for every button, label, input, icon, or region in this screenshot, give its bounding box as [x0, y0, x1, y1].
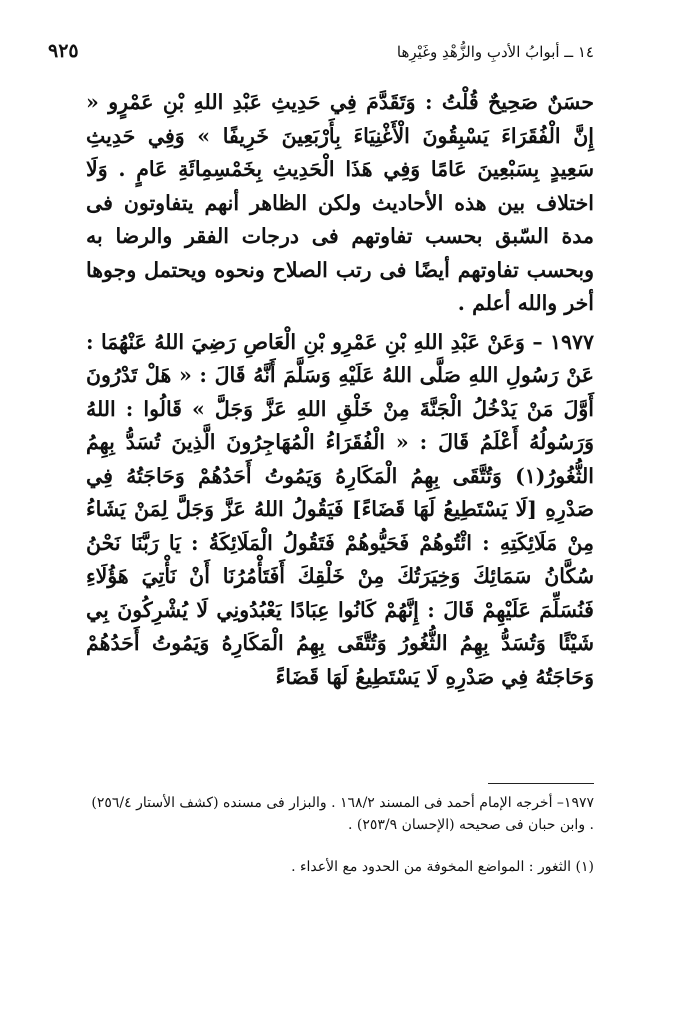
footnote-1: (١) الثغور : المواضع المخوفة من الحدود مع الأعداء .	[291, 859, 594, 875]
page-header	[48, 40, 594, 62]
running-title: ١٤ ــ أبوابُ الأدبِ والزُّهْدِ وغَيْرِها	[396, 43, 594, 61]
footnote-separator	[488, 783, 594, 784]
hadith-text: – وَعَنْ عَبْدِ اللهِ بْنِ عَمْرِو بْنِ الْعَاصِ رَضِيَ اللهُ عَنْهُمَا : عَنْ رَسُولِ اللهِ صَلَّى اللهُ عَلَيْهِ وَسَلَّمَ أَنَّهُ قَالَ : « هَلْ تَدْرُونَ أَوَّلَ مَنْ يَدْخُلُ الْجَنَّةَ مِنْ خَلْقِ اللهِ عَزَّ وَجَلَّ » قَالُوا : اللهُ وَرَسُولُهُ أَعْلَمُ قَالَ : « الْفُقَرَاءُ الْمُهَاجِرُونَ الَّذِينَ تُسَدُّ بِهِمُ الثُّغُورُ(١) وَتُتَّقَى بِهِمُ الْمَكَارِهُ وَيَمُوتُ أَحَدُهُمْ وَحَاجَتُهُ فِي صَدْرِهِ [لَا يَسْتَطِيعُ لَهَا قَضَاءً] فَيَقُولُ اللهُ عَزَّ وَجَلَّ لِمَنْ يَشَاءُ مِنْ مَلَائِكَتِهِ : ائْتُوهُمْ فَحَيُّوهُمْ فَتَقُولُ الْمَلَائِكَةُ : يَا رَبَّنَا نَحْنُ سُكَّانُ سَمَائِكَ وَخِيَرَتُكَ مِنْ خَلْقِكَ أَفَتَأْمُرُنَا أَنْ نَأْتِيَ هَؤُلَاءِ فَنُسَلِّمَ عَلَيْهِمْ قَالَ : إِنَّهُمْ كَانُوا عِبَادًا يَعْبُدُونِي لَا يُشْرِكُونَ بِي شَيْئًا وَتُسَدُّ بِهِمُ الثُّغُورُ وَتُتَّقَى بِهِمُ الْمَكَارِهُ وَيَمُوتُ أَحَدُهُمْ وَحَاجَتُهُ فِي صَدْرِهِ لَا يَسْتَطِيعُ لَهَا قَضَاءً	[86, 329, 594, 689]
page-number: ٩٢٥	[48, 40, 79, 62]
commentary-paragraph: حسَنٌ صَحِيحٌ قُلْتُ : وَتَقَدَّمَ فِي حَدِيثِ عَبْدِ اللهِ بْنِ عَمْرٍو « إِنَّ الْفُقَرَاءَ يَسْبِقُونَ الْأَغْنِيَاءَ بِأَرْبَعِينَ خَرِيفًا » وَفِي حَدِيثِ سَعِيدٍ بِسَبْعِينَ عَامًا وَفِي هَذَا الْحَدِيثِ بِخَمْسِمِائَةِ عَامٍ . وَلَا اختلاف بين هذه الأحاديث ولكن الظاهر أنهم يتفاوتون فى مدة السّبق بحسب تفاوتهم فى درجات الفقر والرضا به وبحسب تفاوتهم أيضًا فى رتب الصلاح ونحوه ويحتمل وجوها أخر والله أعلم .	[86, 90, 594, 315]
footnote-takhrij: ١٩٧٧– أخرجه الإمام أحمد فى المسند ١٦٨/٢ . والبزار فى مسنده (كشف الأستار ٢٥٦/٤) . وابن حبان فى صحيحه (الإحسان ٢٥٣/٩) .	[91, 795, 594, 833]
main-text	[86, 86, 594, 694]
hadith-paragraph	[86, 326, 594, 695]
footnotes	[86, 792, 594, 878]
hadith-number: ١٩٧٧	[549, 329, 594, 354]
